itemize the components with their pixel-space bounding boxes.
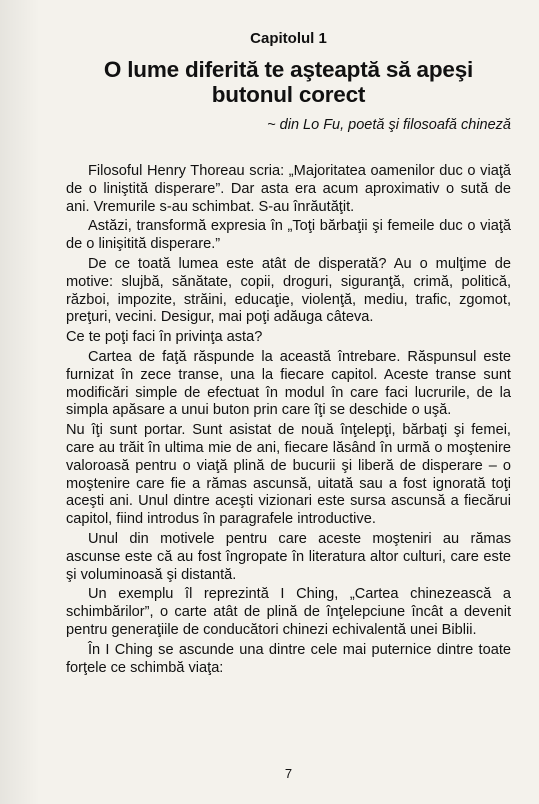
paragraph-8: Un exemplu îl reprezintă I Ching, „Cartea chinezească a schimbărilor”, o carte atât de plină de înţelepciune încât a devenit pentru generaţiile de conducători chinezi echivalentă unei Biblii. (66, 586, 511, 638)
body-text (66, 163, 511, 677)
paragraph-2: Astăzi, transformă expresia în „Toţi bărbaţii şi femeile duc o viaţă de o linişitită disperare.” (66, 218, 511, 253)
paragraph-3: De ce toată lumea este atât de disperată? Au o mulţime de motive: slujbă, sănătate, copii, droguri, siguranţă, crimă, politică, război, impozite, străini, educaţie, violenţă, mediu, trafic, zgomot, preţuri, vecini. Desigur, mai poţi adăuga câteva. (66, 255, 511, 326)
paragraph-5: Cartea de faţă răspunde la această întrebare. Răspunsul este furnizat în zece transe, una la fiecare capitol. Aceste transe sunt modificări simple de efectuat în modul în care faci lucrurile, de la simpla apăsare a unui buton prin care îţi se deschide o uşă. (66, 348, 511, 419)
paragraph-7: Unul din motivele pentru care aceste moşteniri au rămas ascunse este că au fost îngropate în literatura altor culturi, care este şi voluminoasă şi distantă. (66, 530, 511, 583)
epigraph: ~ din Lo Fu, poetă şi filosoafă chineză (267, 117, 511, 133)
paragraph-1: Filosoful Henry Thoreau scria: „Majoritatea oamenilor duc o viaţă de o liniştită disperare”. Dar asta era acum aproximativ o sută de ani. Vremurile s-au schimbat. S-au înrăutăţit. (66, 163, 511, 215)
chapter-label: Capitolul 1 (250, 30, 327, 47)
paragraph-9: În I Ching se ascunde una dintre cele mai puternice dintre toate forţele ce schimbă viaţa: (66, 641, 511, 676)
paragraph-4: Ce te poţi faci în privinţa asta? (66, 329, 263, 346)
paragraph-6: Nu îţi sunt portar. Sunt asistat de nouă înţelepţi, bărbaţi şi femei, care au trăit în ultima mie de ani, fiecare lăsând în urmă o moştenire valoroasă pentru o viaţă plină de bucurii şi liberă de disperare – o moştenire care fie a rămas ascunsă, uitată sau a fost ignorată toţi aceşti ani. Unul dintre aceşti vizionari este sursa ascunsă a fiecărui capitol, fiind introdus în paragrafele introductive. (66, 422, 511, 528)
chapter-title: O lume diferită te aşteaptă să apeşi butonul corect (103, 57, 474, 107)
page-number: 7 (284, 766, 293, 781)
